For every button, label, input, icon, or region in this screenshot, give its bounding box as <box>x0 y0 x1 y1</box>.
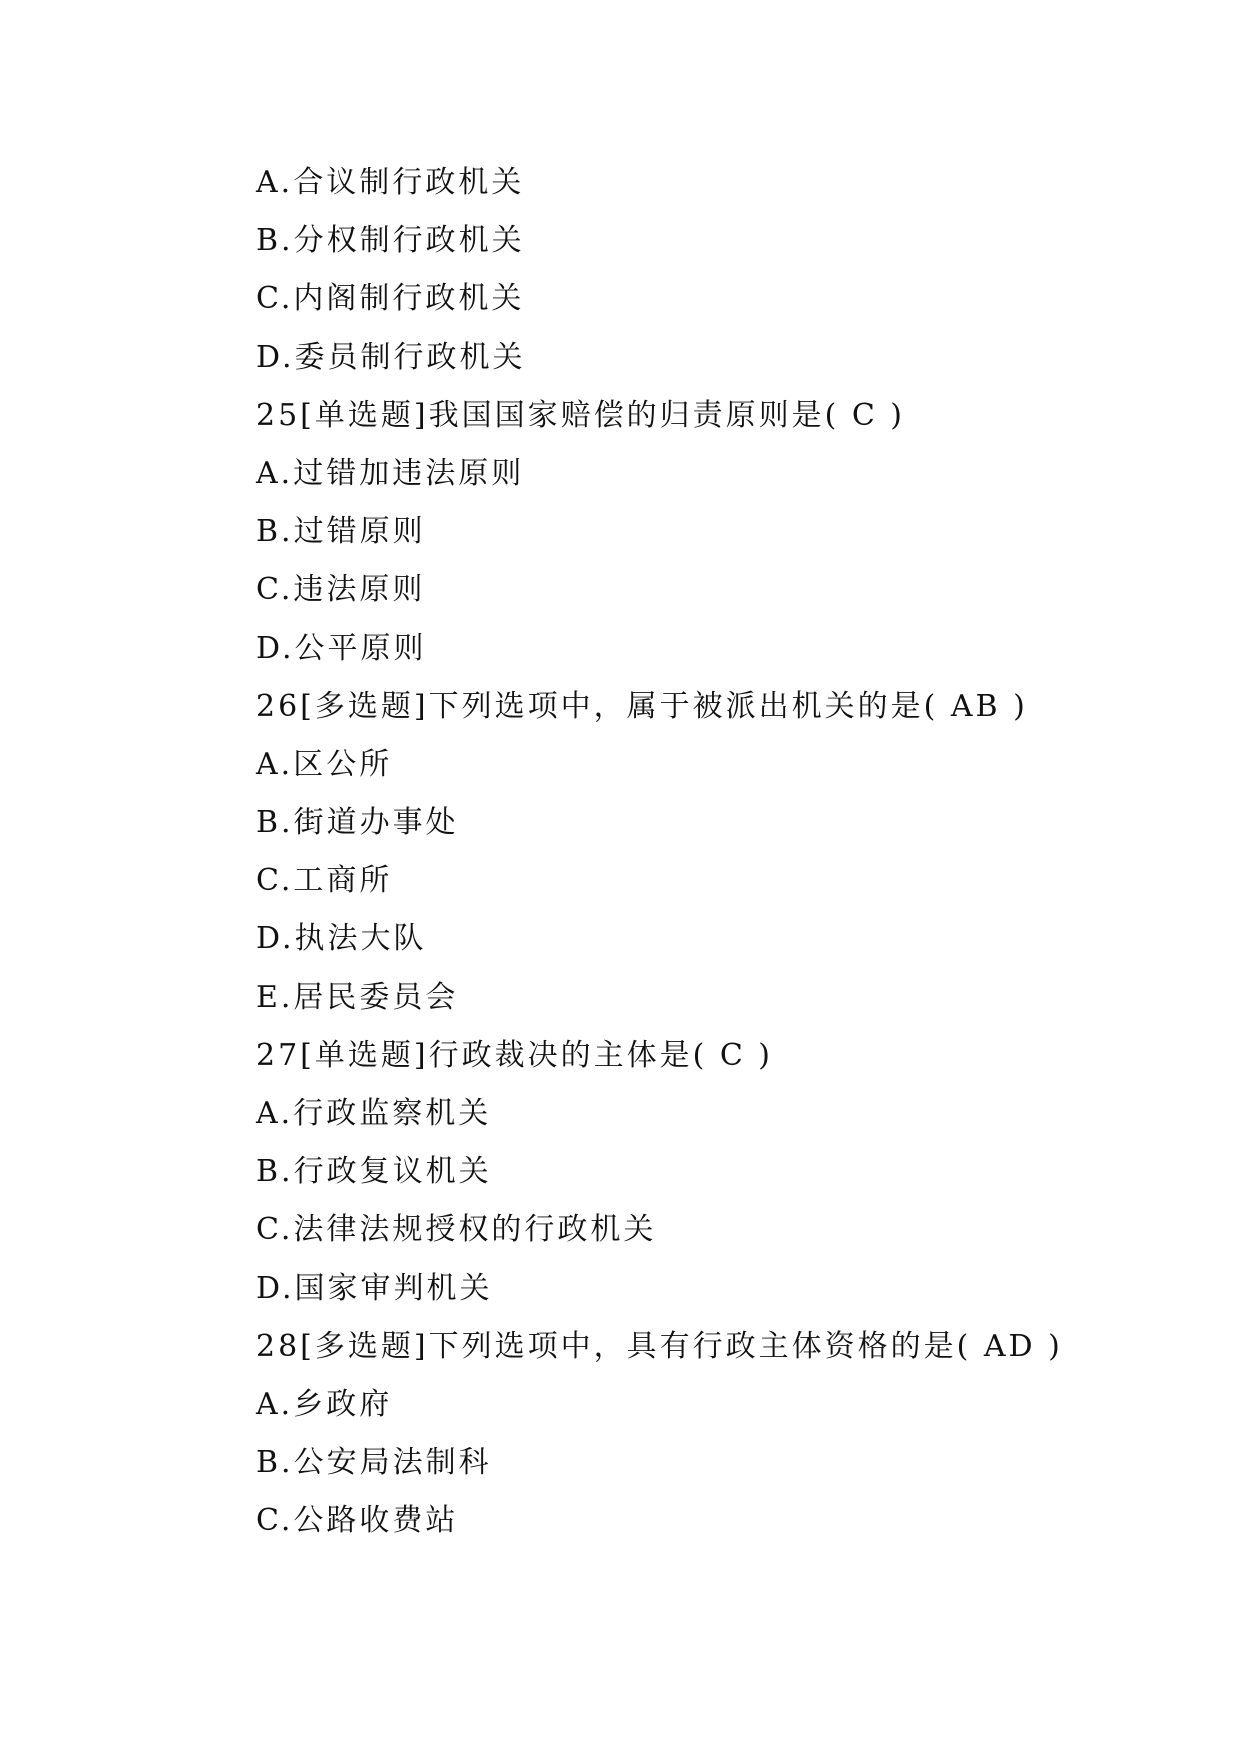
option-line: A.过错加违法原则 <box>256 455 525 491</box>
option-line: D.执法大队 <box>256 921 427 957</box>
option-line: B.分权制行政机关 <box>256 223 525 259</box>
question-28: 28[多选题]下列选项中，具有行政主体资格的是( AD ) <box>256 1328 1063 1364</box>
option-line: C.公路收费站 <box>256 1503 459 1539</box>
question-26: 26[多选题]下列选项中，属于被派出机关的是( AB ) <box>256 688 1028 724</box>
option-line: B.街道办事处 <box>256 805 459 841</box>
option-line: C.内阁制行政机关 <box>256 281 525 317</box>
option-line: D.国家审判机关 <box>256 1270 493 1306</box>
option-line: A.合议制行政机关 <box>256 165 525 200</box>
option-line: D.公平原则 <box>256 630 427 666</box>
option-line: C.违法原则 <box>256 572 426 608</box>
option-line: E.居民委员会 <box>256 979 459 1015</box>
document-body <box>256 154 1156 1551</box>
option-line: D.委员制行政机关 <box>256 339 526 375</box>
option-line: C.法律法规授权的行政机关 <box>256 1212 657 1248</box>
option-line: A.行政监察机关 <box>256 1096 492 1131</box>
question-27: 27[单选题]行政裁决的主体是( C ) <box>256 1037 774 1073</box>
option-line: B.行政复议机关 <box>256 1154 492 1190</box>
option-line: A.区公所 <box>256 746 393 782</box>
question-25: 25[单选题]我国国家赔偿的归责原则是( C ) <box>256 397 906 433</box>
option-line: B.过错原则 <box>256 514 426 550</box>
option-line: B.公安局法制科 <box>256 1445 492 1481</box>
option-line: A.乡政府 <box>256 1386 393 1422</box>
option-line: C.工商所 <box>256 863 393 899</box>
